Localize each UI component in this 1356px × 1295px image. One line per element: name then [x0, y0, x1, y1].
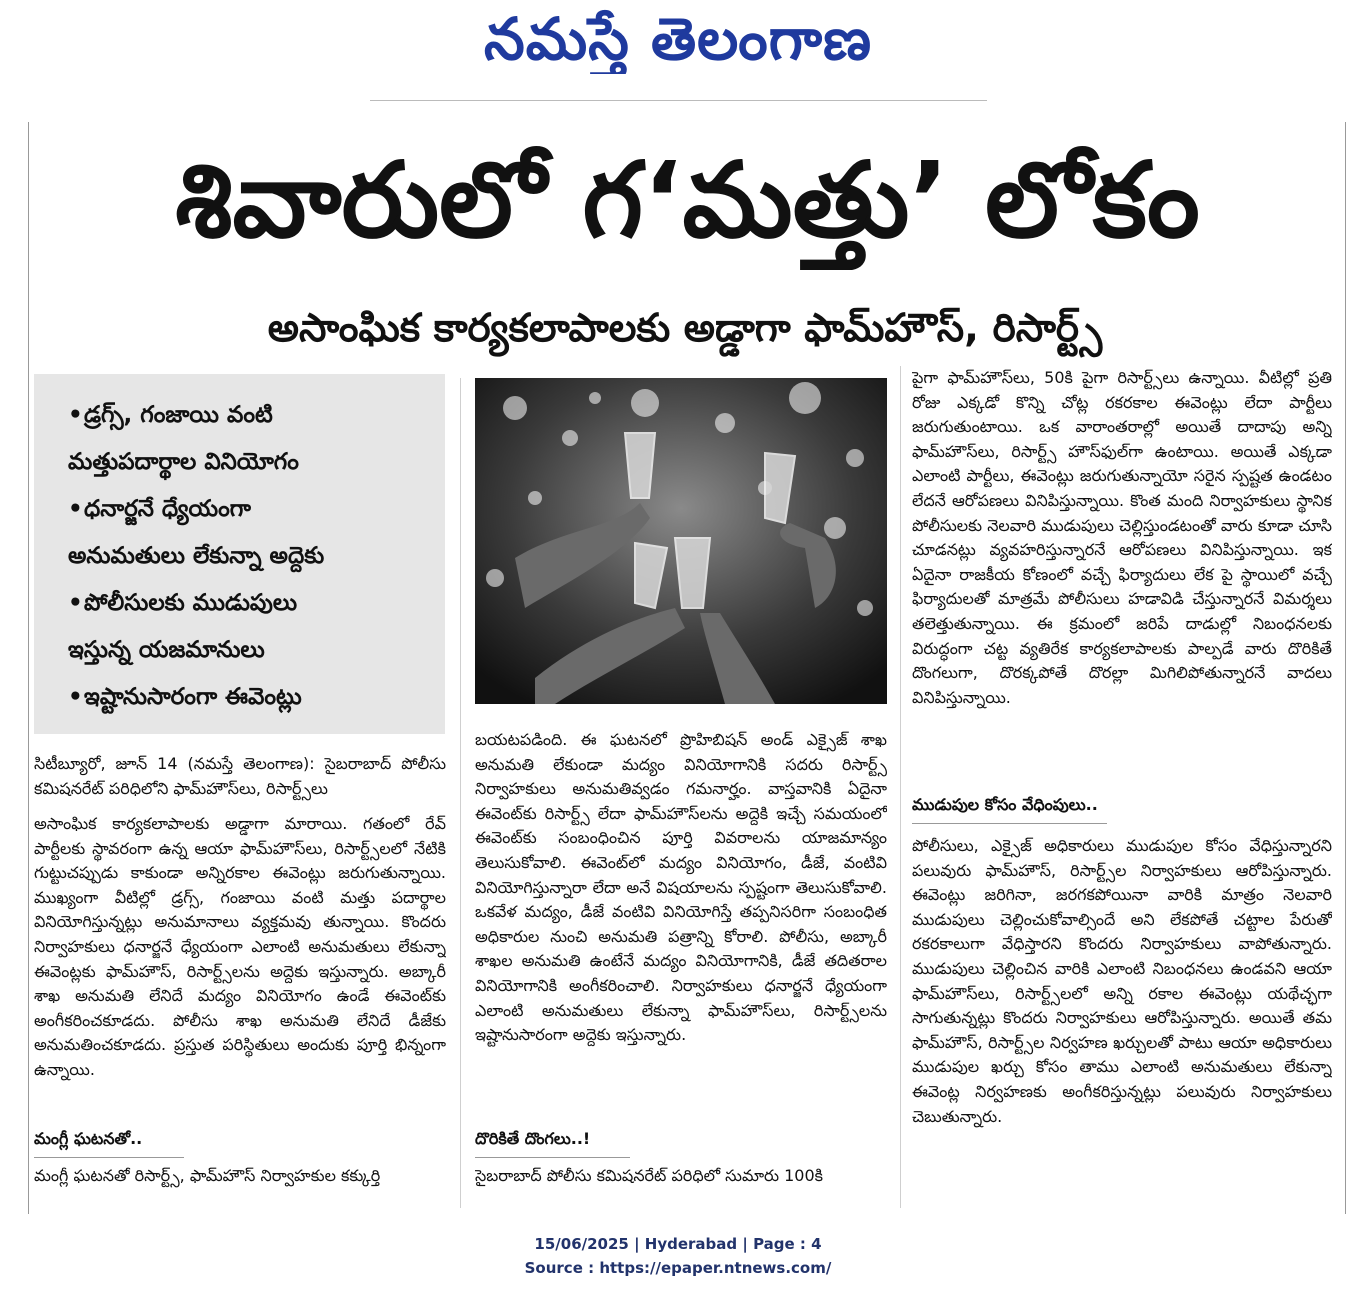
bullet-icon: •: [68, 402, 83, 428]
article-column-3: పైగా ఫామ్‌హౌస్‌లు, 50కి పైగా రిసార్ట్స్‌లు ఉన్నాయి. వీటిల్లో ప్రతి రోజు ఎక్కడో కొన్ని చోట్ల రకరకాల ఈవెంట్లు లేదా పార్టీలు జరుగుతుంటాయి. ఒక వారాంతరాల్లో అయితే దాదాపు అన్ని ఫామ్‌హౌస్‌లు, రిసార్ట్స్ హౌస్‌ఫుల్‌గా ఉంటాయి. అయితే ఎక్కడా ఎలాంటి పార్టీలు, ఈవెంట్లు జరుగుతున్నాయో సరైన స్పష్టత ఉండటం లేదనే ఆరోపణలు వినిపిస్తున్నాయి. కొంత మంది నిర్వాహకులు స్థానిక పోలీసులకు నెలవారి ముడుపులు చెల్లిస్తుండటంతో వారు కూడా చూసి చూడనట్లు వ్యవహరిస్తున్నారనే ఆరోపణలు వినిపిస్తున్నాయి. ఇక ఏదైనా రాజకీయ కోణంలో వచ్చే ఫిర్యాదులు లేక పై స్థాయిలో వచ్చే ఫిర్యాదులతో మాత్రమే పోలీసులు హడావిడి చేస్తున్నారనే విమర్శలు తలెత్తుతున్నాయి. ఈ క్రమంలో జరిపే దాడుల్లో నిబంధనలకు విరుద్ధంగా చట్ట వ్యతిరేక కార్యకలాపాలకు పాల్పడే వారు దొరికితే దొంగలుగా, దొరక్కపోతే దొరల్లా మిగిలిపోతున్నారనే వాదలు వినిపిస్తున్నాయి.: [912, 368, 1332, 707]
footer-date-page: 15/06/2025 | Hyderabad | Page : 4: [534, 1235, 822, 1253]
column-divider: [900, 366, 901, 1208]
masthead: [0, 0, 1356, 80]
highlight-item-cont: ఇస్తున్న యజమానులు: [68, 637, 265, 663]
highlight-item: •ధనార్జనే ధ్యేయంగా: [68, 486, 435, 533]
highlight-item: •పోలీసులకు ముడుపులు: [68, 580, 435, 627]
highlights-box: [34, 374, 445, 734]
section-underline: [475, 1157, 630, 1158]
article-headline: శివారులో గ‘మత్తు’ లోకం: [175, 139, 1200, 261]
highlight-item: •డ్రగ్స్, గంజాయి వంటి: [68, 392, 435, 439]
article-subheadline: అసాంఘిక కార్యకలాపాలకు అడ్డాగా ఫామ్‌హౌస్, రిసార్ట్స్: [267, 306, 1103, 351]
article-column-2: బయటపడింది. ఈ ఘటనలో ప్రొహిబిషన్ అండ్ ఎక్సైజ్ శాఖ అనుమతి లేకుండా మద్యం వినియోగానికి సదరు రిసార్ట్స్ నిర్వాహకులు అనుమతివ్వడం గమనార్హం. వాస్తవానికి ఏదైనా ఈవెంట్‌కు రిసార్ట్స్ లేదా ఫామ్‌హౌస్‌లను అద్దెకి ఇచ్చే సమయంలో ఈవెంట్‌కు సంబంధించిన పూర్తి వివరాలను యాజమాన్యం తెలుసుకోవాలి. ఈవెంట్‌లో మద్యం వినియోగం, డీజే, వంటివి వినియోగిస్తున్నారా లేదా అనే విషయాలను స్పష్టంగా తెలుసుకోవాలి. ఒకవేళ మద్యం, డీజే వంటివి వినియోగిస్తే తప్పనిసరిగా సంబంధిత అధికారుల నుంచి అనుమతి పత్రాన్ని కోరాలి. పోలీసు, అబ్కారీ శాఖల అనుమతి ఉంటేనే మద్యం వినియోగానికి, డీజే తదితరాల వినియోగానికి అంగీకరించాలి. నిర్వాహకులు ధనార్జనే ధ్యేయంగా ఎలాంటి అనుమతులు లేకున్నా ఫామ్‌హౌస్‌లు, రిసార్ట్స్‌లను ఇష్టానుసారంగా అద్దెకు ఇస్తున్నారు.: [475, 730, 887, 1045]
page-footer: [0, 1232, 1356, 1280]
article-column-2-tail: సైబరాబాద్ పోలీసు కమిషనరేట్ పరిధిలో సుమారు 100కి: [475, 1166, 824, 1185]
page-frame-right: [1345, 122, 1346, 1214]
bullet-icon: •: [68, 590, 83, 616]
article-column-3-tail: పోలీసులు, ఎక్సైజ్ అధికారులు ముడుపుల కోసం వేధిస్తున్నారని పలువురు ఫామ్‌హౌస్, రిసార్ట్స్‌ల నిర్వాహకులు ఆరోపిస్తున్నారు. ఈవెంట్లు జరిగినా, జరగకపోయినా వారికి మాత్రం నెలవారి ముడుపులు చెల్లించుకోవాల్సిందే అని లేకపోతే చట్టాల పేరుతో రకరకాలుగా వేధిస్తారని కొందరు నిర్వాహకులు వాపోతున్నారు. ముడుపులు చెల్లించిన వారికి ఎలాంటి నిబంధనలు ఉండవని ఆయా ఫామ్‌హౌస్‌లు, రిసార్ట్స్‌లలో అన్ని రకాల ఈవెంట్లు యథేచ్ఛగా సాగుతున్నట్లు కొందరు నిర్వాహకులు ఆరోపిస్తున్నారు. అయితే తమ ఫామ్‌హౌస్, రిసార్ట్స్‌ల నిర్వహణ ఖర్చులతో పాటు ఆయా అధికారులు ముడుపుల ఖర్చు కోసం తాము ఎలాంటి అనుమతులు లేకున్నా ఈవెంట్ల నిర్వహణకు అంగీకరిస్తున్నట్లు పలువురు నిర్వాహకులు చెబుతున్నారు.: [912, 836, 1332, 1126]
highlight-item-cont: అనుమతులు లేకున్నా అద్దెకు: [68, 543, 325, 569]
section-underline: [912, 823, 1107, 824]
section-heading-mangli: మంగ్లీ ఘటనతో..: [34, 1126, 194, 1152]
highlight-item-cont: మత్తుపదార్థాల వినియోగం: [68, 449, 299, 475]
masthead-divider: [370, 100, 987, 101]
article-column-1: అసాంఘిక కార్యకలాపాలకు అడ్డాగా మారాయి. గతంలో రేవ్ పార్టీలకు స్థావరంగా ఉన్న ఆయా ఫామ్‌హౌస్‌లు, రిసార్ట్స్‌లలో నేటికి గుట్టుచప్పుడు కాకుండా అన్నిరకాల ఈవెంట్లు జరుగుతున్నాయి. ముఖ్యంగా వీటిల్లో డ్రగ్స్, గంజాయి వంటి మత్తు పదార్థాల వినియోగిస్తున్నట్లు అనుమానాలు వ్యక్తమవు తున్నాయి. కొందరు నిర్వాహకులు ధనార్జనే ధ్యేయంగా ఎలాంటి అనుమతులు లేకున్నా ఈవెంట్లకు ఫామ్‌హౌస్, రిసార్ట్స్‌లను అద్దెకు ఇస్తున్నారు. అబ్కారీ శాఖ అనుమతి లేనిదే మద్యం వినియోగం ఉండే ఈవెంట్‌కు అంగీకరించకూడదు. పోలీసు శాఖ అనుమతి లేనిదే డీజేకు అనుమతించకూడదు. ప్రస్తుత పరిస్థితులు అందుకు పూర్తి భిన్నంగా ఉన్నాయి.: [34, 814, 446, 1079]
article-dateline: సిటీబ్యూరో, జూన్ 14 (నమస్తే తెలంగాణ): సైబరాబాద్ పోలీసు కమిషనరేట్ పరిధిలోని ఫామ్‌హౌస్‌లు, రిసార్ట్స్‌లు: [34, 754, 446, 798]
page-frame-left: [28, 122, 29, 1214]
section-heading-mudupulu: ముడుపుల కోసం వేధింపులు..: [912, 792, 1112, 818]
section-underline: [34, 1157, 184, 1158]
article-photo: [475, 378, 887, 704]
section-heading-dorikite: దొరికితే దొంగలు..!: [475, 1126, 635, 1152]
newspaper-logo: నమస్తే తెలంగాణ: [484, 5, 872, 73]
article-column-1-tail: మంగ్లీ ఘటనతో రిసార్ట్స్, ఫామ్‌హౌస్ నిర్వాహకుల కక్కుర్తి: [34, 1166, 381, 1185]
bullet-icon: •: [68, 496, 83, 522]
toasting-glasses-photo: [475, 378, 887, 704]
column-divider: [460, 378, 461, 1208]
highlight-item: •ఇష్టానుసారంగా ఈవెంట్లు: [68, 674, 435, 721]
bullet-icon: •: [68, 684, 83, 710]
footer-source-link[interactable]: Source : https://epaper.ntnews.com/: [524, 1259, 832, 1277]
